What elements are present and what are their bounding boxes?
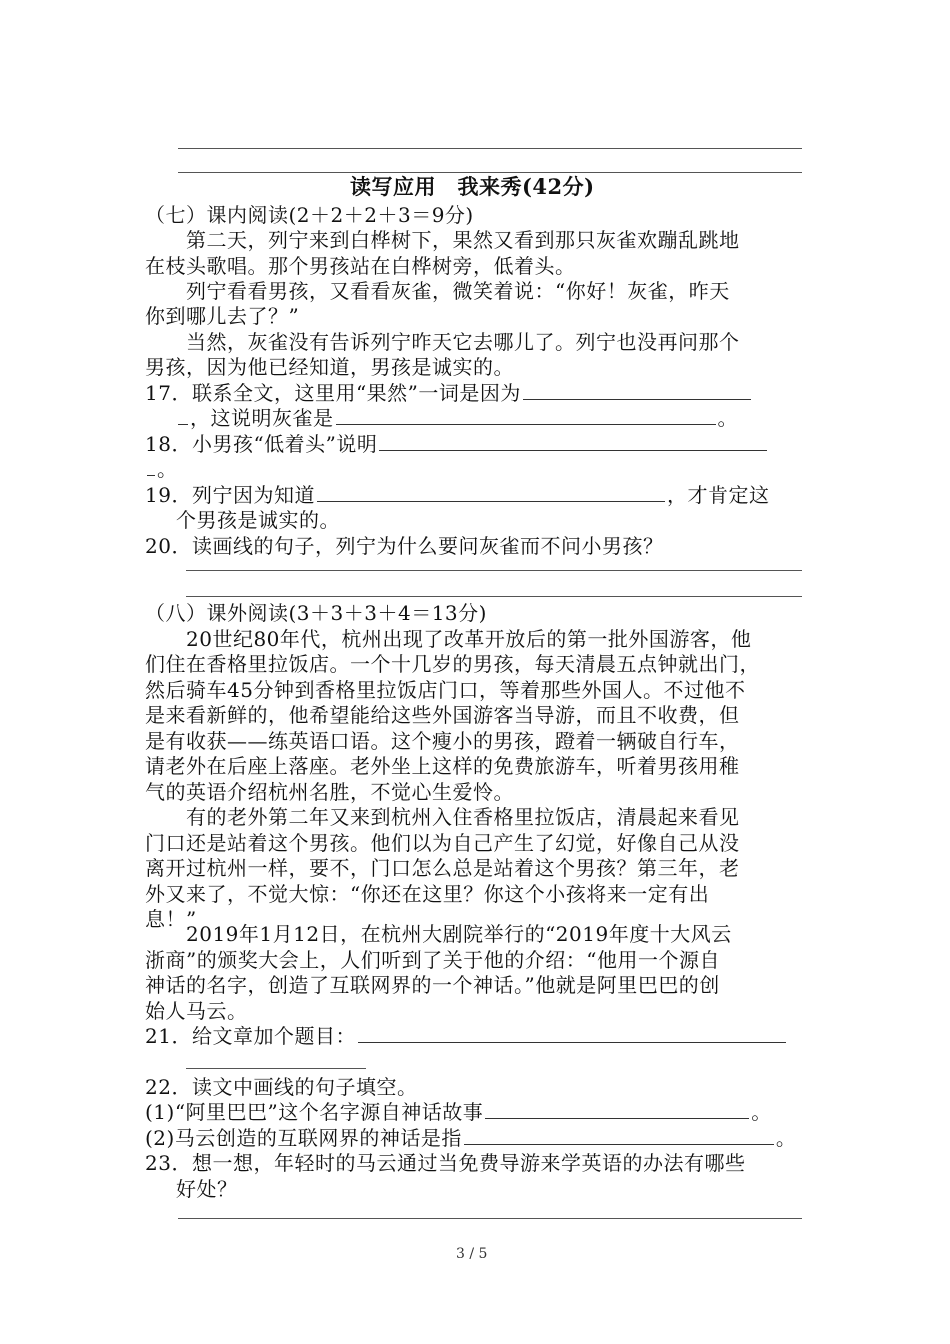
question-21 — [145, 1023, 788, 1049]
question-17-text: 17．联系全文，这里用“果然”一词是因为 — [145, 381, 521, 405]
question-23-cont: 好处？ — [176, 1177, 238, 1201]
passage-line: 在枝头歌唱。那个男孩站在白桦树旁，低着头。 — [145, 254, 576, 278]
passage-line: 门口还是站着这个男孩。他们以为自己产生了幻觉，好像自己从没 — [145, 831, 740, 855]
passage-line: 浙商”的颁奖大会上，人们听到了关于他的介绍：“他用一个源自 — [145, 948, 720, 972]
answer-line — [186, 1068, 366, 1069]
answer-blank[interactable] — [485, 1100, 749, 1119]
answer-blank[interactable] — [317, 483, 665, 502]
question-17 — [145, 380, 753, 406]
passage-line: 2019年1月12日，在杭州大剧院举行的“2019年度十大风云 — [186, 922, 732, 946]
passage-line: 第二天，列宁来到白桦树下，果然又看到那只灰雀欢蹦乱跳地 — [186, 228, 740, 252]
passage-line: 外又来了，不觉大惊：“你还在这里？你这个小孩将来一定有出 — [145, 882, 710, 906]
passage-line: 当然，灰雀没有告诉列宁昨天它去哪儿了。列宁也没再问那个 — [186, 330, 740, 354]
passage-line: 男孩，因为他已经知道，男孩是诚实的。 — [145, 355, 514, 379]
answer-blank[interactable] — [336, 406, 716, 425]
answer-blank[interactable] — [523, 381, 751, 400]
passage-line: 你到哪儿去了？” — [145, 304, 300, 328]
passage-line: 20世纪80年代，杭州出现了改革开放后的第一批外国游客，他 — [186, 627, 752, 651]
question-22: 22．读文中画线的句子填空。 — [145, 1075, 418, 1099]
passage-line: 是有收获——练英语口语。这个瘦小的男孩，蹬着一辆破自行车， — [145, 729, 740, 753]
question-17-end: 。 — [717, 406, 738, 430]
passage-line: 神话的名字，创造了互联网界的一个神话。”他就是阿里巴巴的创 — [145, 973, 720, 997]
question-19-text2: ，才肯定这 — [666, 483, 770, 507]
section-title: 读写应用 我来秀(42分) — [350, 174, 595, 199]
passage-line: 然后骑车45分钟到香格里拉饭店门口，等着那些外国人。不过他不 — [145, 678, 746, 702]
question-18-end: 。 — [157, 457, 178, 481]
question-22-1 — [145, 1099, 772, 1125]
answer-line — [186, 596, 802, 597]
section7-heading: （七）课内阅读(2＋2＋2＋3＝9分) — [145, 203, 474, 227]
question-22-1-text: (1)“阿里巴巴”这个名字源自神话故事 — [145, 1100, 484, 1124]
question-20: 20．读画线的句子，列宁为什么要问灰雀而不问小男孩？ — [145, 534, 664, 558]
question-22-2 — [145, 1125, 796, 1151]
question-22-1-end: 。 — [751, 1100, 772, 1124]
passage-line: 气的英语介绍杭州名胜，不觉心生爱怜。 — [145, 780, 514, 804]
question-17-cont — [176, 405, 738, 431]
passage-line: 离开过杭州一样，要不，门口怎么总是站着这个男孩？第三年，老 — [145, 856, 740, 880]
answer-blank[interactable] — [358, 1024, 786, 1043]
answer-blank[interactable] — [464, 1126, 774, 1145]
question-18 — [145, 431, 769, 457]
question-18-cont — [145, 456, 178, 482]
section8-heading: （八）课外阅读(3＋3＋3＋4＝13分) — [145, 601, 487, 625]
question-19-cont: 个男孩是诚实的。 — [176, 508, 340, 532]
answer-line — [178, 1218, 802, 1219]
answer-blank[interactable] — [147, 457, 155, 476]
answer-line — [178, 148, 802, 149]
passage-line: 列宁看看男孩，又看看灰雀，微笑着说：“你好！灰雀，昨天 — [186, 279, 730, 303]
answer-line — [186, 570, 802, 571]
question-19 — [145, 482, 769, 508]
question-22-2-end: 。 — [775, 1126, 797, 1150]
passage-line: 息！” — [145, 907, 197, 931]
question-21-text: 21．给文章加个题目： — [145, 1024, 356, 1048]
page-number: 3 / 5 — [456, 1246, 488, 1262]
passage-line: 请老外在后座上落座。老外坐上这样的免费旅游车，听着男孩用稚 — [145, 754, 740, 778]
question-23: 23．想一想，年轻时的马云通过当免费导游来学英语的办法有哪些 — [145, 1151, 746, 1175]
answer-blank[interactable] — [379, 432, 767, 451]
passage-line: 是来看新鲜的，他希望能给这些外国游客当导游，而且不收费，但 — [145, 703, 740, 727]
question-17-text2: ，这说明灰雀是 — [190, 406, 334, 430]
answer-blank[interactable] — [178, 406, 188, 425]
passage-line: 有的老外第二年又来到杭州入住香格里拉饭店，清晨起来看见 — [186, 805, 740, 829]
question-18-text: 18．小男孩“低着头”说明 — [145, 432, 378, 456]
passage-line: 们住在香格里拉饭店。一个十几岁的男孩，每天清晨五点钟就出门， — [145, 652, 760, 676]
question-22-2-text: (2)马云创造的互联网界的神话是指 — [145, 1126, 462, 1150]
passage-line: 始人马云。 — [145, 999, 248, 1023]
question-19-text: 19．列宁因为知道 — [145, 483, 315, 507]
answer-line — [178, 172, 802, 173]
